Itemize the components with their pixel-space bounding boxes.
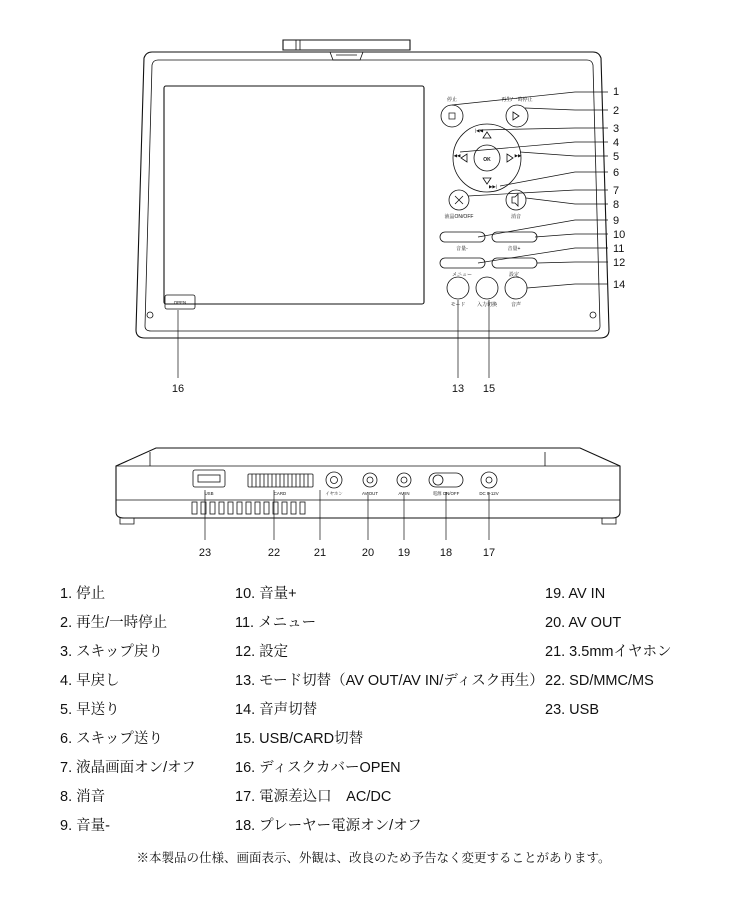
callout-5: 5 xyxy=(613,151,620,163)
foot-right xyxy=(602,518,616,524)
leader-5 xyxy=(520,152,608,156)
callout-15: 15 xyxy=(482,383,496,395)
av-in-jack-inner xyxy=(401,477,407,483)
mode-caption: モード xyxy=(450,302,466,308)
callout-11: 11 xyxy=(613,243,625,255)
volume-down-caption: 音量- xyxy=(456,246,468,252)
callout-14: 14 xyxy=(613,279,626,291)
audio-button[interactable] xyxy=(505,277,527,299)
dc-in-label: DC 9-12V xyxy=(479,491,499,496)
speaker-right xyxy=(590,312,596,318)
legend-item: 12. 設定 xyxy=(235,644,289,660)
legend-item: 17. 電源差込口 AC/DC xyxy=(235,789,392,805)
legend-column-3 xyxy=(545,580,720,841)
callout-16: 16 xyxy=(171,383,185,395)
dpad-right-icon xyxy=(507,154,513,162)
callout-7: 7 xyxy=(613,185,620,197)
av-in-jack xyxy=(397,473,411,487)
dc-in-jack xyxy=(481,472,497,488)
footnote: ※本製品の仕様、画面表示、外観は、改良のため予告なく変更することがあります。 xyxy=(136,851,611,865)
play-pause-caption: 再生/一時停止 xyxy=(501,97,533,103)
latch-tab xyxy=(330,52,363,60)
dpad-up-icon xyxy=(483,132,491,138)
leader-4 xyxy=(460,142,608,152)
disc-cover-open-label: OPEN xyxy=(173,300,187,305)
hinge-detail xyxy=(296,40,300,50)
callout-3: 3 xyxy=(613,123,620,135)
rewind-icon: ◀◀ xyxy=(453,153,461,158)
earphone-label: イヤホン xyxy=(325,491,343,496)
callout-8: 8 xyxy=(613,199,620,211)
setup-caption: 設定 xyxy=(508,272,520,278)
legend-item: 13. モード切替（AV OUT/AV IN/ディスク再生） xyxy=(235,673,544,689)
foot-left xyxy=(120,518,134,524)
menu-caption: メニュー xyxy=(451,272,473,278)
dpad-left-icon xyxy=(461,154,467,162)
lcd-icon xyxy=(455,196,463,204)
speaker-left xyxy=(147,312,153,318)
callout-23: 23 xyxy=(198,547,212,559)
legend-item: 3. スキップ戻り xyxy=(60,644,163,660)
callout-13: 13 xyxy=(451,383,465,395)
card-label: CARD xyxy=(273,491,287,496)
leader-2 xyxy=(525,108,608,110)
forward-icon: ▶▶ xyxy=(514,153,522,158)
leader-7 xyxy=(468,190,608,196)
dc-in-jack-inner xyxy=(486,477,492,483)
stop-icon xyxy=(449,113,455,119)
legend-item: 19. AV IN xyxy=(545,586,606,602)
av-out-jack-inner xyxy=(367,477,373,483)
legend-item: 5. 早送り xyxy=(60,702,120,718)
legend-item: 20. AV OUT xyxy=(545,615,622,631)
usb-label: USB xyxy=(204,491,214,496)
card-slot-texture xyxy=(252,474,308,487)
legend-item: 7. 液晶画面オン/オフ xyxy=(60,760,196,776)
legend-item: 2. 再生/一時停止 xyxy=(60,615,168,631)
volume-up-caption: 音量+ xyxy=(507,246,521,252)
earphone-jack xyxy=(326,472,342,488)
av-out-label: AV OUT xyxy=(361,491,379,496)
power-switch-label: 電源 ON/OFF xyxy=(432,491,460,496)
stop-caption: 停止 xyxy=(446,97,458,103)
callout-17: 17 xyxy=(482,547,496,559)
av-out-jack xyxy=(363,473,377,487)
leader-12 xyxy=(537,262,608,263)
legend-item: 22. SD/MMC/MS xyxy=(545,673,654,689)
input-select-caption: 入力切換 xyxy=(476,302,498,308)
input-select-button[interactable] xyxy=(476,277,498,299)
legend-item: 23. USB xyxy=(545,702,599,718)
leader-10 xyxy=(535,234,608,237)
legend-item: 15. USB/CARD切替 xyxy=(235,731,364,747)
legend-item: 6. スキップ送り xyxy=(60,731,163,747)
leader-3 xyxy=(480,128,608,130)
callout-9: 9 xyxy=(613,215,620,227)
power-switch[interactable] xyxy=(429,473,463,487)
audio-caption: 音声 xyxy=(510,302,522,308)
callout-10: 10 xyxy=(613,229,626,241)
mute-caption: 消音 xyxy=(510,214,522,220)
front-view xyxy=(136,40,625,395)
legend-item: 14. 音声切替 xyxy=(235,702,318,718)
callout-1: 1 xyxy=(613,86,620,98)
ok-label: OK xyxy=(483,157,491,163)
leader-8 xyxy=(526,198,608,204)
callout-22: 22 xyxy=(267,547,281,559)
callout-12: 12 xyxy=(613,257,626,269)
legend-item: 18. プレーヤー電源オン/オフ xyxy=(235,818,422,834)
av-in-label: AV IN xyxy=(398,491,410,496)
legend-item: 9. 音量- xyxy=(60,818,110,834)
legend-item: 21. 3.5mmイヤホン xyxy=(545,644,672,660)
skip-next-icon: ▶▶| xyxy=(489,184,497,189)
legend-item: 10. 音量+ xyxy=(235,586,297,602)
lcd-on-off-caption: 液晶ON/OFF xyxy=(444,214,474,220)
leader-6 xyxy=(500,172,608,186)
hinge-bar xyxy=(283,40,410,50)
callout-20: 20 xyxy=(361,547,375,559)
callout-6: 6 xyxy=(613,167,620,179)
legend-item: 1. 停止 xyxy=(60,586,106,602)
legend xyxy=(60,580,720,841)
side-view xyxy=(116,448,620,559)
stop-button[interactable] xyxy=(441,105,463,127)
callout-4: 4 xyxy=(613,137,620,149)
legend-column-2 xyxy=(235,580,545,841)
callout-19: 19 xyxy=(397,547,411,559)
mute-icon xyxy=(512,194,518,206)
card-slot xyxy=(248,474,313,487)
legend-item: 8. 消音 xyxy=(60,789,106,805)
play-icon xyxy=(513,112,519,120)
earphone-jack-inner xyxy=(331,477,338,484)
leader-14 xyxy=(527,284,608,288)
callout-21: 21 xyxy=(313,547,327,559)
vent-slots xyxy=(192,502,305,514)
legend-item: 4. 早戻し xyxy=(60,673,120,689)
side-facets xyxy=(150,452,545,466)
callout-18: 18 xyxy=(439,547,453,559)
leader-9 xyxy=(478,220,608,237)
mode-button[interactable] xyxy=(447,277,469,299)
skip-back-icon: |◀◀ xyxy=(475,128,483,133)
callout-2: 2 xyxy=(613,105,620,117)
legend-item: 11. メニュー xyxy=(235,615,317,631)
legend-item: 16. ディスクカバーOPEN xyxy=(235,760,401,776)
lcd-screen xyxy=(164,86,424,304)
usb-inner xyxy=(198,475,220,482)
leader-11 xyxy=(478,248,608,263)
legend-column-1 xyxy=(60,580,235,841)
play-pause-button[interactable] xyxy=(506,105,528,127)
power-switch-knob xyxy=(433,475,443,485)
